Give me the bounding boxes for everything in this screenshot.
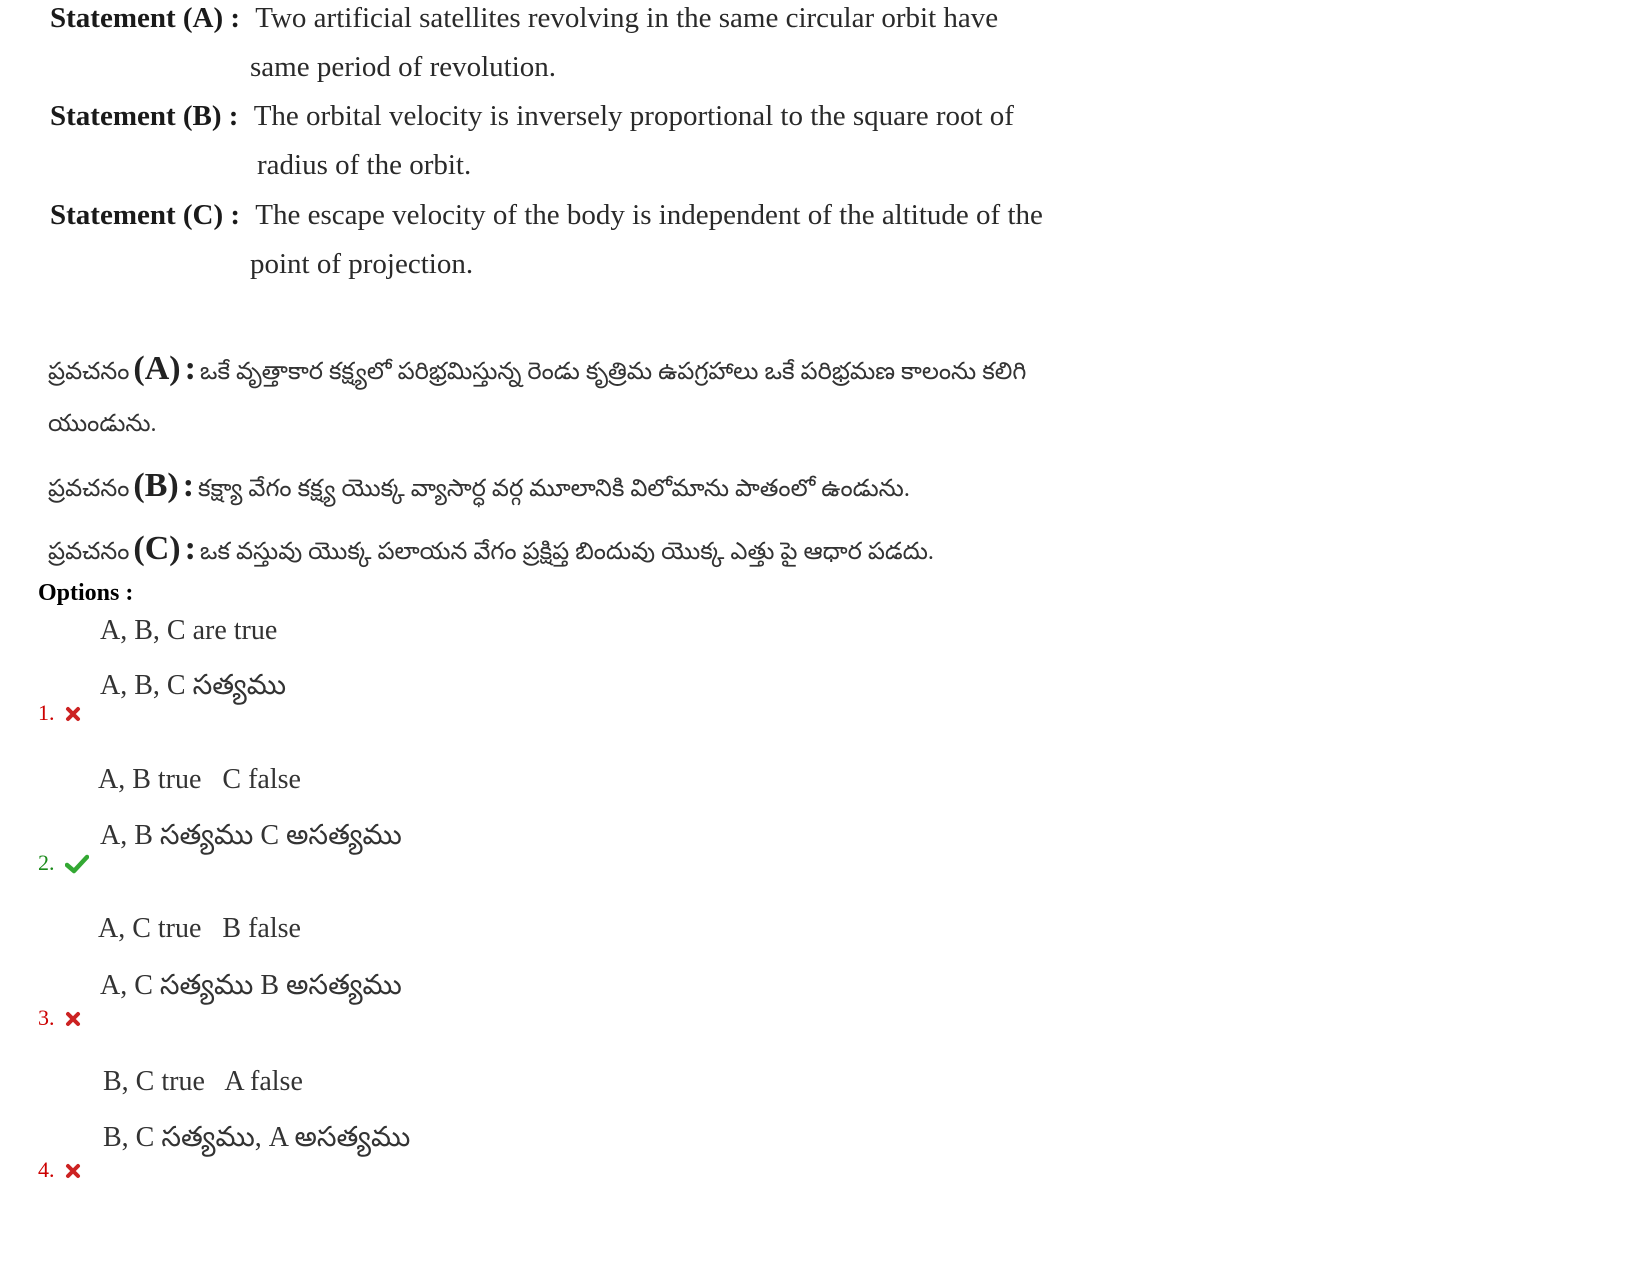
- statement-text: Two artificial satellites revolving in the same circular orbit have: [255, 2, 999, 34]
- cross-icon: [65, 706, 81, 727]
- statement-c: [50, 199, 1043, 232]
- option-3-telugu: A, C సత్యము B అసత్యము: [100, 970, 402, 1001]
- telugu-letter: (B): [133, 467, 179, 504]
- check-icon: [65, 854, 89, 879]
- option-1-telugu: A, B, C సత్యము: [100, 670, 287, 701]
- telugu-colon: :: [184, 350, 196, 387]
- option-4[interactable]: [38, 1157, 81, 1184]
- statement-label: Statement (C) :: [50, 199, 241, 231]
- telugu-letter: (A): [133, 350, 181, 387]
- telugu-statement-a-cont: యుండును.: [48, 411, 157, 437]
- telugu-colon: :: [184, 530, 196, 567]
- statement-b: [50, 100, 1014, 133]
- option-number: 3.: [38, 1005, 55, 1030]
- option-4-english: [103, 1066, 303, 1098]
- statement-a: [50, 2, 998, 35]
- telugu-text: కక్ష్యా వేగం కక్ష్య యొక్క వ్యాసార్ధ వర్గ మూలానికి విలోమాను పాతంలో ఉండును.: [198, 476, 910, 502]
- cross-icon: [65, 1163, 81, 1184]
- statement-text: The orbital velocity is inversely proportional to the square root of: [253, 100, 1014, 132]
- statement-c-cont: point of projection.: [250, 248, 474, 280]
- statement-label: Statement (A) :: [50, 2, 241, 34]
- telugu-letter: (C): [133, 530, 181, 567]
- statement-text: The escape velocity of the body is independent of the altitude of the: [255, 199, 1043, 231]
- option-1-english: A, B, C are true: [100, 615, 278, 646]
- telugu-colon: :: [182, 467, 195, 504]
- telugu-prefix: ప్రవచనం: [48, 539, 130, 565]
- statement-label: Statement (B) :: [50, 100, 239, 132]
- option-4-telugu: B, C సత్యము, A అసత్యము: [103, 1122, 411, 1153]
- option-2-english: [98, 764, 301, 796]
- option-3-english-text: A, C true B false: [98, 913, 301, 944]
- option-number: 1.: [38, 700, 55, 725]
- option-2[interactable]: [38, 850, 89, 879]
- cross-icon: [65, 1011, 81, 1032]
- statement-b-cont: radius of the orbit.: [257, 149, 472, 181]
- telugu-statement-a: [48, 350, 1026, 391]
- option-4-english-text: B, C true A false: [103, 1066, 303, 1097]
- option-2-telugu: A, B సత్యము C అసత్యము: [100, 820, 402, 851]
- telugu-text: ఒకే వృత్తాకార కక్ష్యలో పరిభ్రమిస్తున్న రెండు కృత్రిమ ఉపగ్రహాలు ఒకే పరిభ్రమణ కాలంను కలిగి: [199, 359, 1027, 385]
- option-2-english-text: A, B true C false: [98, 764, 301, 795]
- option-number: 2.: [38, 850, 55, 875]
- option-3[interactable]: [38, 1005, 81, 1032]
- options-label: Options :: [38, 580, 134, 606]
- option-number: 4.: [38, 1157, 55, 1182]
- option-3-english: [98, 913, 301, 945]
- telugu-statement-b: [48, 467, 910, 508]
- telugu-text: ఒక వస్తువు యొక్క పలాయన వేగం ప్రక్షిప్త బిందువు యొక్క ఎత్తు పై ఆధార పడదు.: [199, 539, 934, 565]
- telugu-prefix: ప్రవచనం: [48, 476, 130, 502]
- statement-a-cont: same period of revolution.: [250, 51, 557, 83]
- telugu-prefix: ప్రవచనం: [48, 359, 130, 385]
- option-1[interactable]: [38, 700, 81, 727]
- telugu-statement-c: [48, 530, 934, 571]
